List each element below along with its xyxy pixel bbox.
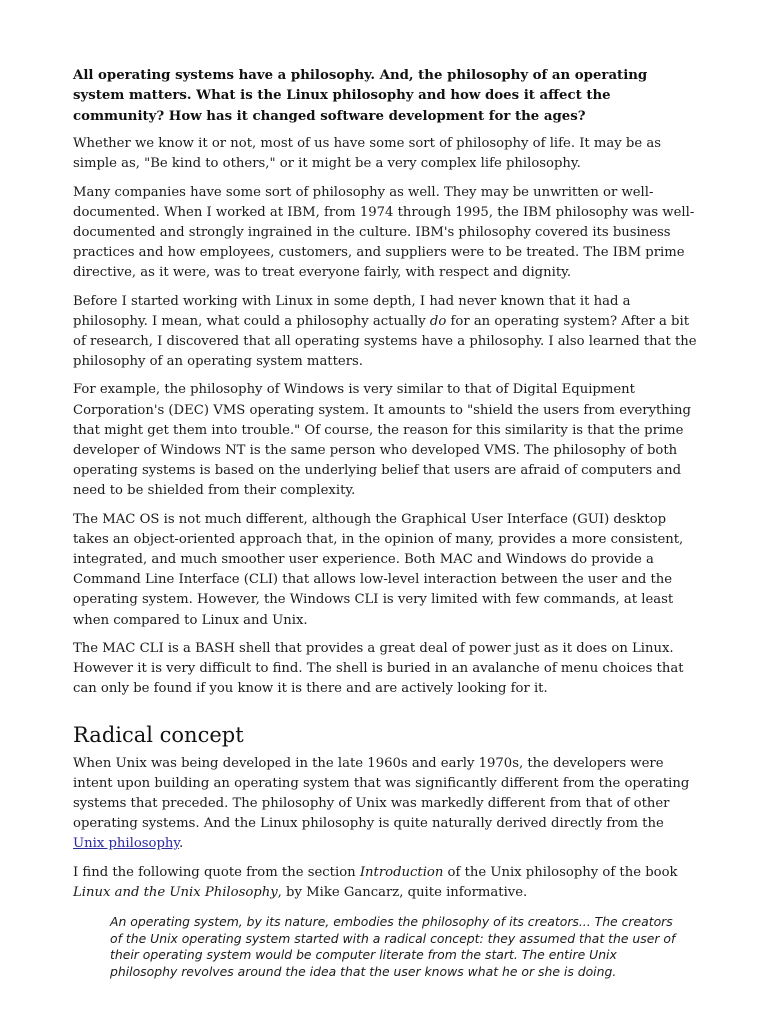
section-heading-radical-concept: Radical concept xyxy=(73,722,244,747)
text-run: . xyxy=(179,836,184,852)
paragraph-mac-os: The MAC OS is not much different, although the Graphical User Interface (GUI) desktop takes an object-oriented approach that, in the opinion of many, provides a more consistent, integrated, and much smoother user experience. Both MAC and Windows do provide a Command Line Interface (CLI) that allows low-level interaction between the user and the operating system. However, the Windows CLI is very limited with few commands, at least when compared to Linux and Unix. xyxy=(73,511,684,628)
lead-paragraph: All operating systems have a philosophy. And, the philosophy of an operating system matters. What is the Linux philosophy and how does it affect the community? How has it changed software development for the ages? xyxy=(73,68,648,124)
text-run: When Unix was being developed in the late 1960s and early 1970s, the developers were intent upon building an operating system that was significantly different from the operating systems that preceded. The philosophy of Unix was markedly different from that of other operating systems. And the Linux philosophy is quite naturally derived directly from the xyxy=(73,755,690,832)
paragraph-quote-intro xyxy=(73,863,699,903)
text-run: , by Mike Gancarz, quite informative. xyxy=(277,884,528,900)
block-quote: An operating system, by its nature, embodies the philosophy of its creators... The creators of the Unix operating system started with a radical concept: they assumed that the user of their operating system would be computer literate from the start. The entire Unix philosophy revolves around the idea that the user knows what he or she is doing. xyxy=(110,913,676,979)
text-run: for an operating system? After a bit of research, I discovered that all operating systems have a philosophy. I also learned that the philosophy of an operating system matters. xyxy=(73,313,697,370)
emphasis-book-title: Linux and the Unix Philosophy xyxy=(73,884,278,900)
emphasis-do: do xyxy=(429,313,447,329)
unix-philosophy-link[interactable]: Unix philosophy xyxy=(73,836,180,852)
paragraph-philosophy-of-life: Whether we know it or not, most of us have some sort of philosophy of life. It may be as simple as, "Be kind to others," or it might be a very complex life philosophy. xyxy=(73,136,661,172)
emphasis-introduction: Introduction xyxy=(359,864,444,880)
paragraph-company-philosophy: Many companies have some sort of philosophy as well. They may be unwritten or well-documented. When I worked at IBM, from 1974 through 1995, the IBM philosophy was well-documented and strongly ingrained in the culture. IBM's philosophy covered its business practices and how employees, customers, and suppliers were to be treated. The IBM prime directive, as it were, was to treat everyone fairly, with respect and dignity. xyxy=(73,184,695,281)
paragraph-windows-philosophy: For example, the philosophy of Windows is very similar to that of Digital Equipment Corporation's (DEC) VMS operating system. It amounts to "shield the users from everything that might get them into trouble." Of course, the reason for this similarity is that the prime developer of Windows NT is the same person who developed VMS. The philosophy of both operating systems is based on the underlying belief that users are afraid of computers and need to be shielded from their complexity. xyxy=(73,382,691,499)
text-run: I find the following quote from the section xyxy=(73,864,360,880)
article-body xyxy=(73,66,699,980)
paragraph-mac-cli: The MAC CLI is a BASH shell that provides a great deal of power just as it does on Linux. However it is very difficult to find. The shell is buried in an avalanche of menu choices that can only be found if you know it is there and are actively looking for it. xyxy=(73,640,684,697)
text-run: of the Unix philosophy of the book xyxy=(443,864,678,880)
paragraph-linux-philosophy-discovery xyxy=(73,292,699,373)
text-run: Before I started working with Linux in some depth, I had never known that it had a philosophy. I mean, what could a philosophy actually xyxy=(73,293,631,329)
paragraph-unix-development xyxy=(73,754,699,855)
